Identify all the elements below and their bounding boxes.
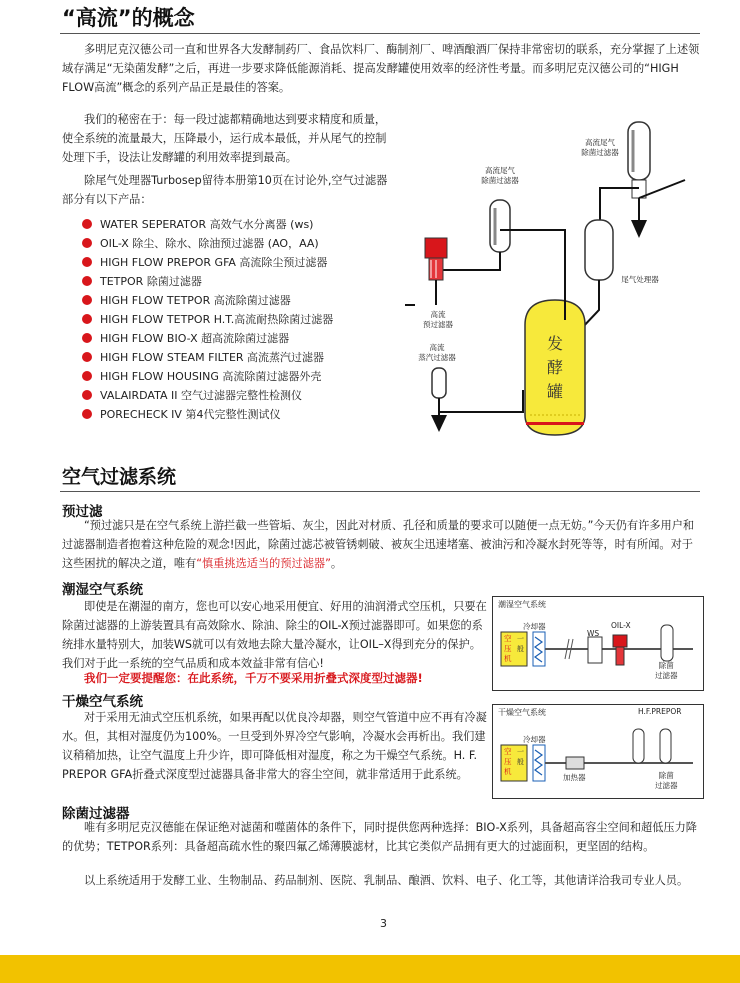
list-item: HIGH FLOW BIO-X 超高流除菌过滤器	[82, 329, 412, 348]
tail-gas-label: 尾气处理器	[621, 275, 659, 284]
closing-paragraph: 以上系统适用于发酵工业、生物制品、药品制剂、医院、乳制品、酿酒、饮料、电子、化工等，其他请详洽我司专业人员。	[84, 874, 689, 887]
list-item: HIGH FLOW TETPOR 高流除菌过滤器	[82, 291, 412, 310]
heading-dry: 干燥空气系统	[62, 694, 143, 710]
bullet-icon	[82, 390, 92, 400]
bullet-icon	[82, 371, 92, 381]
steam-filter-shape	[432, 368, 446, 398]
bottom-bar	[0, 955, 740, 983]
products-intro: 除尾气处理器Turbosep留待本册第10页在讨论外,空气过滤器部分有以下产品：	[62, 174, 388, 206]
arrow-down-icon	[631, 220, 647, 238]
dry-system-diagram: 干燥空气系统 空 压 机 一 般 冷却器 H.F.PREPOR 加热器 除菌 过滤器	[492, 704, 704, 799]
bullet-icon	[82, 409, 92, 419]
bullet-icon	[82, 295, 92, 305]
humid-box-title: 潮湿空气系统	[498, 600, 546, 609]
section2-rule	[60, 491, 700, 492]
bullet-icon	[82, 276, 92, 286]
heading-prefilter: 预过滤	[62, 504, 103, 520]
sterile-paragraph: 唯有多明尼克汉德能在保证绝对滤菌和噬菌体的条件下，同时提供您两种选择：BIO-X系列，具备超高容尘空间和超低压力降的优势；TETPOR系列：具备超高疏水性的聚四氟乙烯薄膜滤材，比其它类似产品拥有更大的过滤面积，更坚固的结构。	[62, 821, 697, 853]
prefilter-highlight: “慎重挑选适当的预过滤器”	[196, 557, 331, 570]
bullet-icon	[82, 219, 92, 229]
sterile-filter-shape	[661, 625, 673, 661]
list-item: TETPOR 除菌过滤器	[82, 272, 412, 291]
list-item: HIGH FLOW PREPOR GFA 高流除尘预过滤器	[82, 253, 412, 272]
product-list	[82, 215, 412, 424]
steam-filter-label: 高流 蒸汽过滤器	[418, 343, 456, 362]
oilx-shape	[613, 635, 627, 647]
list-item: HIGH FLOW TETPOR H.T.高流耐热除菌过滤器	[82, 310, 412, 329]
bullet-icon	[82, 314, 92, 324]
prefilter-paragraph: “预过滤只是在空气系统上游拦截一些管垢、灰尘，因此对材质、孔径和质量的要求可以随便一点无妨。”今天仍有许多用户和过滤器制造者抱着这种危险的观念!因此，除菌过滤芯被管锈刺破、被灰尘迅速堵塞、被油污和冷凝水封死等等，时有所闻。对于这些困扰的解决之道，唯有“慎重挑选适当的预过滤器”。	[62, 519, 695, 570]
section-title-concept: “高流”的概念	[62, 6, 195, 30]
exhaust-filter-label: 高流尾气 除菌过滤器	[581, 138, 619, 157]
list-item: OIL-X 除尘、除水、除油预过滤器 (AO，AA)	[82, 234, 412, 253]
arrow-down-icon-2	[431, 415, 447, 432]
prepor-shape	[633, 729, 644, 763]
heading-sterile: 除菌过滤器	[62, 806, 130, 822]
bullet-icon	[82, 238, 92, 248]
exhaust-air-filter-shape	[490, 200, 510, 252]
heater-shape	[566, 757, 584, 769]
title-rule	[60, 33, 700, 34]
bullet-icon	[82, 257, 92, 267]
exhaust-air-filter-label: 高流尾气 除菌过滤器	[481, 166, 519, 185]
ws-shape	[588, 637, 602, 663]
humid-warning: 我们一定要提醒您：在此系统，千万不要采用折叠式深度型过滤器!	[84, 671, 423, 685]
heading-humid: 潮湿空气系统	[62, 582, 143, 598]
list-item: PORECHECK IV 第4代完整性测试仪	[82, 405, 412, 424]
pre-filter-shape	[425, 238, 447, 258]
tail-gas-processor-shape	[585, 220, 613, 280]
list-item: HIGH FLOW STEAM FILTER 高流蒸汽过滤器	[82, 348, 412, 367]
list-item: HIGH FLOW HOUSING 高流除菌过滤器外壳	[82, 367, 412, 386]
humid-paragraph: 即使是在潮湿的南方，您也可以安心地采用便宜、好用的油润滑式空压机，只要在除菌过滤器的上游装置具有高效除水、除油、除尘的OIL-X预过滤器即可。如果您的系统排水量特别大，加装WS就可以有效地去除大量冷凝水，让OIL–X得到充分的保护。我们对于此一系统的空气品质和成本效益非常有信心!	[62, 600, 487, 670]
cooler-shape	[533, 632, 545, 666]
bullet-icon	[82, 333, 92, 343]
fermenter-diagram	[395, 100, 705, 455]
list-item: VALAIRDATA II 空气过滤器完整性检测仪	[82, 386, 412, 405]
section-title-air-filter: 空气过滤系统	[62, 466, 177, 488]
intro-paragraph: 多明尼克汉德公司一直和世界各大发酵制药厂、食品饮料厂、酶制剂厂、啤酒酿酒厂保持非常密切的联系，充分掌握了上述领域存满足“无染菌发酵”之后，再进一步要求降低能源消耗、提高发酵罐使用效率的经济性考量。而多明尼克汉德公司的“HIGH FLOW高流”概念的系列产品正是最佳的答案。	[62, 43, 700, 94]
page-number: 3	[380, 917, 387, 930]
fermenter-label: 发 酵 罐	[546, 334, 563, 401]
dry-box-title: 干燥空气系统	[498, 708, 546, 717]
secret-paragraph: 我们的秘密在于：每一段过滤都精确地达到要求精度和质量，使全系统的流量最大，压降最小，运行成本最低，并从尾气的控制处理下手，设法让发酵罐的利用效率提到最高。	[62, 113, 387, 164]
humid-system-diagram: 潮湿空气系统 空 压 机 一 般 冷却器 WS OIL-X 除菌 过滤器	[492, 596, 704, 691]
bullet-icon	[82, 352, 92, 362]
pre-filter-label: 高流 预过滤器	[423, 310, 453, 329]
list-item: WATER SEPERATOR 高效气水分离器 (ws)	[82, 215, 412, 234]
dry-paragraph: 对于采用无油式空压机系统，如果再配以优良冷却器，则空气管道中应不再有冷凝水。但，其相对湿度仍为100%。一旦受到外界冷空气影响，冷凝水会再析出。我们建议稍稍加热，让空气温度上升少许，即可降低相对湿度，称之为干燥空气系统。H. F. PREPOR GFA折叠式深度型过滤器具备非常大的容尘空间，就非常适用于此系统。	[62, 711, 487, 781]
